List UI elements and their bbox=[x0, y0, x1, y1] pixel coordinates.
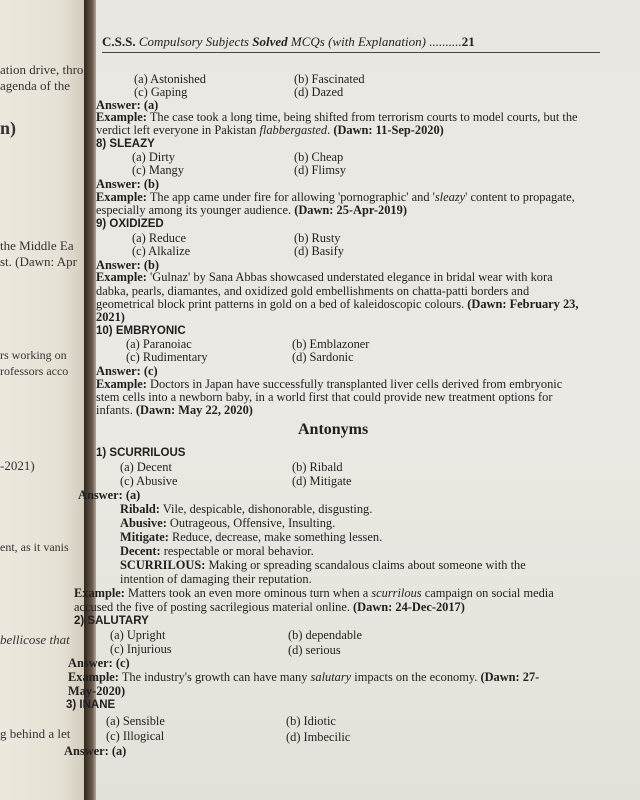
question-title: 8) SLEAZY bbox=[96, 138, 155, 150]
answer: Answer: (a) bbox=[64, 744, 127, 758]
question-title: 1) SCURRILOUS bbox=[96, 447, 186, 459]
answer: Answer: (b) bbox=[96, 258, 159, 272]
option-b: (b) Emblazoner bbox=[292, 337, 370, 351]
definition-scurrilous: SCURRILOUS: Making or spreading scandalous claims about someone with the bbox=[120, 558, 526, 572]
definition-ribald: Ribald: Vile, despicable, dishonorable, disgusting. bbox=[120, 502, 373, 516]
definition-scurrilous-cont: intention of damaging their reputation. bbox=[120, 572, 312, 586]
left-fragment: ent, as it vanis bbox=[0, 540, 69, 554]
example-line: 2021) bbox=[96, 310, 125, 324]
option-b: (b) Idiotic bbox=[286, 714, 336, 728]
right-page bbox=[64, 0, 640, 800]
page-content bbox=[64, 0, 640, 800]
page-number: 21 bbox=[461, 34, 475, 49]
option-d: (d) Basify bbox=[294, 244, 344, 258]
option-b: (b) Fascinated bbox=[294, 72, 365, 86]
option-d: (d) serious bbox=[288, 643, 341, 657]
left-fragment: g behind a let bbox=[0, 726, 71, 741]
header-solved: Solved bbox=[252, 34, 288, 49]
left-fragment: n) bbox=[0, 118, 17, 138]
question-title: 9) OXIDIZED bbox=[96, 218, 164, 230]
option-a: (a) Sensible bbox=[106, 714, 165, 728]
answer: Answer: (b) bbox=[96, 177, 159, 191]
answer: Answer: (a) bbox=[78, 488, 141, 502]
option-a: (a) Dirty bbox=[132, 150, 176, 164]
answer: Answer: (a) bbox=[96, 98, 159, 112]
left-fragment: rofessors acco bbox=[0, 364, 69, 378]
option-a: (a) Paranoiac bbox=[126, 337, 192, 351]
example-line: Example: Matters took an even more ominous turn when a scurrilous campaign on social media bbox=[74, 586, 554, 600]
left-fragment: st. (Dawn: Apr bbox=[0, 254, 77, 269]
example-line: Example: Doctors in Japan have successfully transplanted liver cells derived from embryonic bbox=[96, 377, 563, 391]
example-line: Example: The industry's growth can have many salutary impacts on the economy. (Dawn: 27- bbox=[68, 670, 540, 684]
definition-abusive: Abusive: Outrageous, Offensive, Insulting. bbox=[120, 516, 336, 530]
option-d: (d) Dazed bbox=[294, 85, 344, 99]
left-fragment: the Middle Ea bbox=[0, 238, 74, 253]
example-line: Example: The app came under fire for allowing 'pornographic' and 'sleazy' content to propagate, bbox=[96, 190, 575, 204]
example-line: geometrical block print patterns in gold on a bed of kaleidoscopic colours. (Dawn: February 23, bbox=[96, 297, 579, 311]
example-line: dabka, pearls, diamantes, and oxidized gold embellishments on chatta-patti borders and bbox=[96, 284, 530, 298]
option-c: (c) Alkalize bbox=[132, 244, 191, 258]
example-line: Example: 'Gulnaz' by Sana Abbas showcased understated elegance in bridal wear with kora bbox=[96, 270, 553, 284]
left-fragment: bellicose that bbox=[0, 632, 70, 647]
option-d: (d) Sardonic bbox=[292, 350, 354, 364]
example-line: accused the five of posting sacrilegious material online. (Dawn: 24-Dec-2017) bbox=[74, 600, 465, 614]
left-fragment: rs working on bbox=[0, 348, 67, 362]
option-b: (b) Rusty bbox=[294, 231, 341, 245]
left-fragment: agenda of the bbox=[0, 78, 71, 93]
definition-mitigate: Mitigate: Reduce, decrease, make something lessen. bbox=[120, 530, 383, 544]
option-b: (b) Cheap bbox=[294, 150, 344, 164]
option-d: (d) Flimsy bbox=[294, 163, 346, 177]
option-c: (c) Illogical bbox=[106, 729, 165, 743]
option-c: (c) Rudimentary bbox=[126, 350, 208, 364]
option-b: (b) Ribald bbox=[292, 460, 343, 474]
question-title: 10) EMBRYONIC bbox=[96, 325, 186, 337]
option-c: (c) Injurious bbox=[110, 642, 172, 656]
example-line: stem cells into a newborn baby, in a world first that could provide new treatment options for bbox=[96, 390, 553, 404]
question-title: 3) INANE bbox=[66, 699, 116, 711]
example-line: especially among its younger audience. (Dawn: 25-Apr-2019) bbox=[96, 203, 407, 217]
header-dots: .......... bbox=[429, 34, 462, 49]
option-a: (a) Astonished bbox=[134, 72, 206, 86]
example-line: verdict left everyone in Pakistan flabbergasted. (Dawn: 11-Sep-2020) bbox=[96, 123, 444, 137]
example-line: infants. (Dawn: May 22, 2020) bbox=[96, 403, 253, 417]
example-line: Example: The case took a long time, being shifted from terrorism courts to model courts, but the bbox=[96, 110, 578, 124]
header-mcqs: MCQs (with Explanation) bbox=[290, 34, 426, 49]
left-fragment: -2021) bbox=[0, 458, 35, 473]
question-title: 2) SALUTARY bbox=[74, 615, 149, 627]
example-line: May-2020) bbox=[68, 684, 126, 698]
left-fragment: ation drive, thro bbox=[0, 62, 84, 77]
header-subject: Compulsory Subjects bbox=[138, 34, 249, 49]
option-d: (d) Mitigate bbox=[292, 474, 352, 488]
option-c: (c) Gaping bbox=[134, 85, 188, 99]
option-a: (a) Reduce bbox=[132, 231, 187, 245]
option-a: (a) Upright bbox=[110, 628, 166, 642]
answer: Answer: (c) bbox=[68, 656, 130, 670]
option-d: (d) Imbecilic bbox=[286, 730, 351, 744]
option-c: (c) Mangy bbox=[132, 163, 184, 177]
header-prefix: C.S.S. bbox=[102, 34, 136, 49]
section-title: Antonyms bbox=[298, 421, 369, 438]
definition-decent: Decent: respectable or moral behavior. bbox=[120, 544, 314, 558]
answer: Answer: (c) bbox=[96, 364, 158, 378]
option-c: (c) Abusive bbox=[120, 474, 178, 488]
option-b: (b) dependable bbox=[288, 628, 362, 642]
option-a: (a) Decent bbox=[120, 460, 172, 474]
